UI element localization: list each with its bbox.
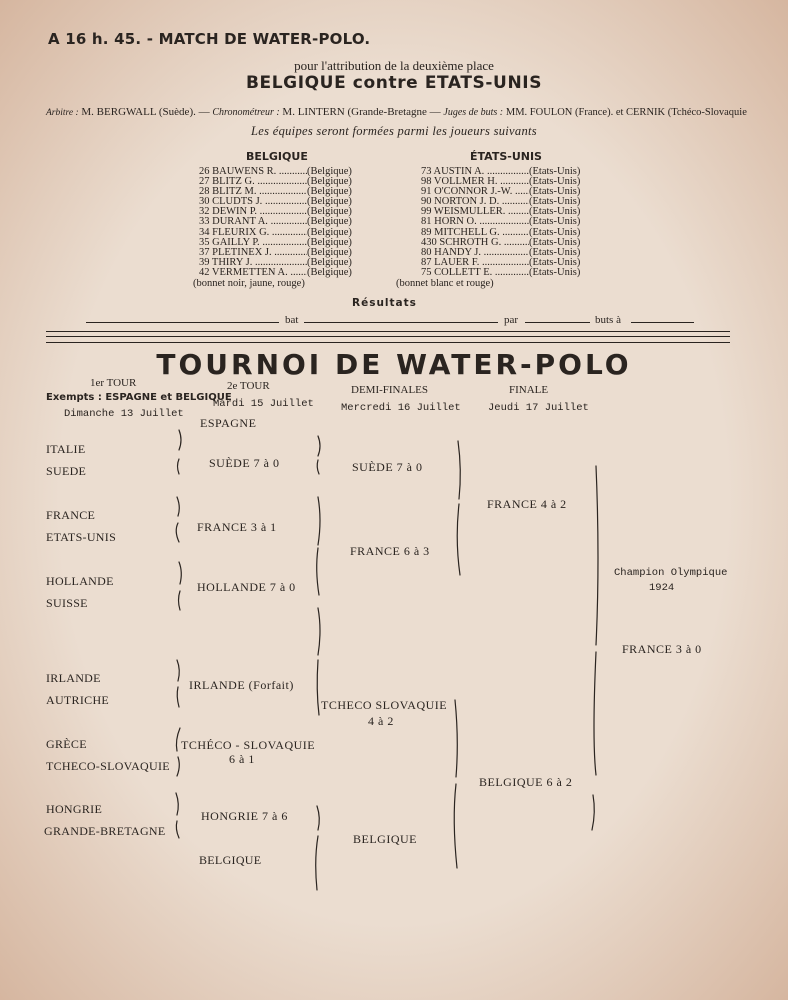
player-country: (Belgique) — [307, 246, 352, 258]
demi-belgique: BELGIQUE — [353, 832, 417, 846]
player-name: 34 FLEURIX G. ..... — [199, 228, 307, 238]
brace-france-hollande-b — [317, 548, 319, 595]
match-heading: A 16 h. 45. - MATCH DE WATER-POLO. — [48, 30, 371, 48]
player-country: (Etats-Unis) — [529, 236, 581, 248]
demi-suede: SUÈDE 7 à 0 — [352, 460, 423, 474]
r2-tcheco-score: 6 à 1 — [229, 752, 255, 766]
brace-france-hollande-a — [318, 497, 320, 545]
brace-irlande-tcheco-b — [317, 660, 319, 715]
r1-hollande: HOLLANDE — [46, 574, 114, 588]
player-name: 75 COLLETT E. ..... — [421, 268, 529, 278]
player-country: (Belgique) — [307, 226, 352, 238]
player-country: (Etats-Unis) — [529, 246, 581, 258]
player-country: (Etats-Unis) — [529, 206, 581, 218]
player-name: 80 HANDY J. ..... — [421, 248, 529, 258]
player-country: (Belgique) — [307, 236, 352, 248]
r2-tcheco: TCHÉCO - SLOVAQUIE — [181, 738, 316, 752]
resultats-label: Résultats — [352, 297, 417, 309]
player-name: 89 MITCHELL G. ..... — [421, 228, 529, 238]
finale-france: FRANCE 4 à 2 — [487, 497, 567, 511]
r1-belgique: BELGIQUE — [199, 853, 262, 867]
brace-final-a — [596, 466, 598, 645]
buts-label: buts à — [595, 314, 621, 326]
usa-header: ÉTATS-UNIS — [470, 150, 542, 163]
demi-header: DEMI-FINALES — [351, 384, 428, 396]
player-name: 90 NORTON J. D. ..... — [421, 197, 529, 207]
player-name: 27 BLITZ G. ..... — [199, 177, 307, 187]
r2-irlande: IRLANDE (Forfait) — [189, 678, 294, 692]
brace-hollande-suisse-b — [179, 591, 181, 610]
demi-france: FRANCE 6 à 3 — [350, 544, 430, 558]
demi-tcheco: TCHECO SLOVAQUIE — [321, 698, 448, 712]
tour1-label: 1er TOUR — [90, 377, 137, 389]
brace-demi-top-b — [457, 504, 460, 575]
player-name: 33 DURANT A. ..... — [199, 217, 307, 227]
r1-suede: SUEDE — [46, 464, 87, 478]
brace-hollande-suisse-a — [179, 562, 181, 584]
finale-header: FINALE — [509, 384, 549, 396]
juges-names: MM. FOULON (France). et CERNIK (Tchéco-Slovaquie — [505, 107, 747, 118]
r1-tcheco-slovaquie: TCHECO-SLOVAQUIE — [46, 759, 170, 773]
r2-france: FRANCE 3 à 1 — [197, 520, 277, 534]
player-country: (Etats-Unis) — [529, 266, 581, 278]
player-country: (Belgique) — [307, 166, 352, 177]
r2-hollande: HOLLANDE 7 à 0 — [197, 580, 296, 594]
player-name: 98 VOLLMER H. ..... — [421, 177, 529, 187]
player-name: 37 PLETINEX J. ..... — [199, 248, 307, 258]
match-subtitle: pour l'attribution de la deuxième place — [294, 58, 494, 73]
player-name: 30 CLUDTS J. ..... — [199, 197, 307, 207]
finale-date: Jeudi 17 Juillet — [488, 402, 589, 414]
player-name: 32 DEWIN P. ..... — [199, 207, 307, 217]
finale-belgique: BELGIQUE 6 à 2 — [479, 775, 573, 789]
brace-france-usa-a — [177, 497, 179, 516]
match-title: BELGIQUE contre ETATS-UNIS — [245, 73, 543, 93]
brace-irlande-autriche-a — [177, 660, 179, 681]
player-name: 39 THIRY J. ..... — [199, 258, 307, 268]
brace-italie-suede-b — [178, 459, 180, 474]
brace-espagne-suede-a — [318, 436, 320, 456]
player-country: (Etats-Unis) — [529, 256, 581, 268]
player-name: 430 SCHROTH G. ..... — [421, 238, 529, 248]
bat-label: bat — [285, 314, 299, 326]
belgique-cap: (bonnet noir, jaune, rouge) — [193, 278, 305, 289]
player-country: (Etats-Unis) — [529, 176, 581, 188]
brace-hongrie-gb-b — [176, 821, 179, 838]
r1-italie: ITALIE — [46, 442, 86, 456]
arbitre-name: M. BERGWALL (Suède). — — [81, 106, 210, 118]
player-country: (Belgique) — [307, 196, 352, 208]
brace-hongrie-belgique-b — [316, 836, 318, 890]
juges-label: Juges de buts : — [443, 107, 504, 118]
player-name: 42 VERMETTEN A. ..... — [199, 268, 307, 278]
brace-espagne-suede-b — [317, 460, 319, 474]
tour1-exempts: Exempts : ESPAGNE et BELGIQUE — [46, 392, 232, 403]
brace-hongrie-gb-a — [176, 793, 178, 815]
player-country: (Etats-Unis) — [529, 196, 581, 208]
player-name: 91 O'CONNOR J.-W. ..... — [421, 187, 529, 197]
brace-final-b — [594, 652, 596, 775]
player-country: (Etats-Unis) — [529, 216, 581, 228]
r1-suisse: SUISSE — [46, 596, 88, 610]
player-name: 73 AUSTIN A. ..... — [421, 167, 529, 177]
r2-hongrie: HONGRIE 7 à 6 — [201, 809, 288, 823]
brace-irlande-autriche-b — [177, 687, 179, 707]
player-country: (Belgique) — [307, 216, 352, 228]
player-name: 87 LAUER F. ..... — [421, 258, 529, 268]
player-name: 81 HORN O. ..... — [421, 217, 529, 227]
brace-grece-tcheco-b — [177, 757, 179, 776]
brace-demi-top-a — [458, 441, 460, 499]
r1-autriche: AUTRICHE — [46, 693, 110, 707]
champion-result: FRANCE 3 à 0 — [622, 642, 702, 656]
tournoi-title: TOURNOI DE WATER-POLO — [156, 348, 632, 381]
player-country: (Belgique) — [307, 256, 352, 268]
r2-suede: SUÈDE 7 à 0 — [209, 456, 280, 470]
brace-final-tail — [592, 795, 594, 830]
player-country: (Belgique) — [307, 206, 352, 218]
chrono-name: M. LINTERN (Grande-Bretagne — — [282, 106, 441, 118]
player-name: 99 WEISMULLER. ..... — [421, 207, 529, 217]
r1-france: FRANCE — [46, 508, 96, 522]
player-name: 28 BLITZ M. ..... — [199, 187, 307, 197]
belgique-header: BELGIQUE — [246, 150, 308, 163]
tour2-date: Mardi 15 Juillet — [213, 398, 314, 410]
demi-date: Mercredi 16 Juillet — [341, 402, 461, 414]
usa-cap: (bonnet blanc et rouge) — [396, 278, 494, 289]
brace-demi-bottom-a — [455, 700, 457, 777]
player-country: (Etats-Unis) — [529, 226, 581, 238]
chrono-label: Chronométreur : — [212, 107, 280, 118]
champion-year: 1924 — [649, 582, 675, 594]
player-country: (Etats-Unis) — [529, 186, 581, 198]
r1-grande-bretagne: GRANDE-BRETAGNE — [44, 824, 166, 838]
demi-tcheco-score: 4 à 2 — [368, 714, 394, 728]
player-country: (Belgique) — [307, 176, 352, 188]
teams-note: Les équipes seront formées parmi les joueurs suivants — [251, 124, 537, 138]
brace-hongrie-belgique-a — [317, 806, 319, 830]
player-name: 35 GAILLY P. ..... — [199, 238, 307, 248]
brace-irlande-tcheco-a — [318, 608, 320, 655]
brace-grece-tcheco-a — [176, 728, 180, 751]
r2-espagne: ESPAGNE — [200, 416, 257, 430]
tour2-header: 2e TOUR — [227, 380, 270, 392]
brace-italie-suede-a — [179, 430, 181, 450]
player-country: (Etats-Unis) — [529, 166, 581, 177]
player-country: (Belgique) — [307, 266, 352, 278]
r1-etats-unis: ETATS-UNIS — [46, 530, 117, 544]
player-country: (Belgique) — [307, 186, 352, 198]
r1-grece: GRÈCE — [46, 737, 87, 751]
r1-irlande: IRLANDE — [46, 671, 101, 685]
champion-label: Champion Olympique — [614, 567, 728, 579]
arbitre-label: Arbitre : — [46, 108, 79, 118]
r1-hongrie: HONGRIE — [46, 802, 103, 816]
brace-demi-bottom-b — [454, 784, 457, 868]
player-name: 26 BAUWENS R. ..... — [199, 167, 307, 177]
par-label: par — [504, 314, 519, 326]
brace-france-usa-b — [176, 523, 179, 542]
tour1-date: Dimanche 13 Juillet — [64, 408, 184, 420]
